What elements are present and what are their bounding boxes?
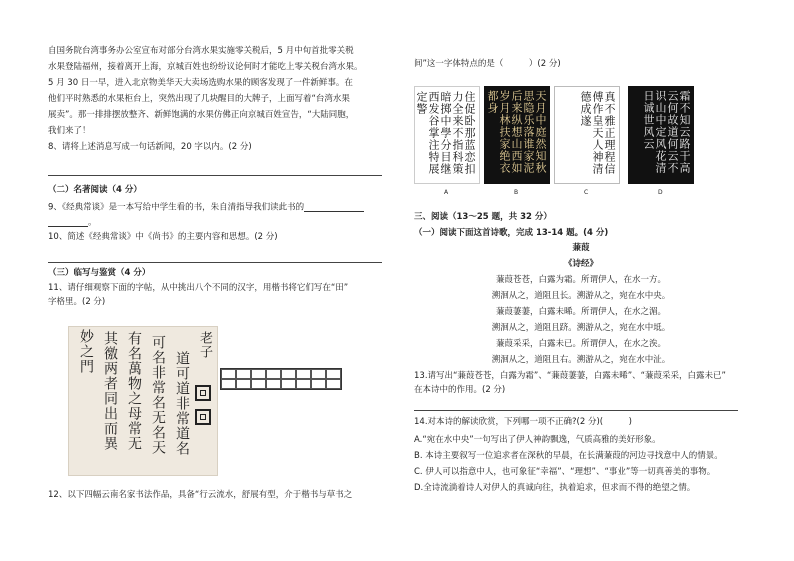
question-14: 14.对本诗的解读欣赏，下列哪一项不正确?(2 分)( ) <box>414 417 632 427</box>
poem-title: 蒹葭 <box>572 243 590 253</box>
seal-stamp <box>195 409 211 425</box>
tianzige-writing-grid[interactable] <box>220 368 342 390</box>
photo-col-4: 有名萬物之母常无 <box>126 331 142 451</box>
sample-c-image: 真不雅正理程信傅作皇天人神清德成遂 <box>554 86 620 184</box>
question-12: 12、以下四幅云南名家书法作品，具备“行云流水，舒展有型，介于楷书与草书之 <box>48 490 353 500</box>
question-9-blank-line[interactable]: 。 <box>48 218 97 227</box>
sample-a-image: 住促卧那蓝恋扣力全来不指科策暗掷中學分目继西发谷掌注特展定警 <box>414 86 480 184</box>
question-11-line-1: 11、请仔细观察下面的字帖，从中挑出八个不同的汉字，用楷书将它们写在“田” <box>48 283 349 293</box>
sample-b-image: 天月中庭然知秋思隐乐落谁家泥后来纵想山西如岁月林扶家绝衣都身 <box>484 86 550 184</box>
calligraphy-copybook-image <box>68 326 218 476</box>
photo-col-1: 老子 <box>197 331 212 359</box>
divider-1 <box>48 175 382 176</box>
reading-subsection-title: （一）阅读下面这首诗歌，完成 13-14 题。(4 分) <box>414 228 609 238</box>
poem-line: 蒹葭采采，白露未已。所谓伊人，在水之涘。 <box>495 339 666 349</box>
photo-col-3: 可名非常名无名天 <box>150 335 166 455</box>
sample-label-b: B <box>514 189 519 196</box>
question-12-continued: 间”这一字体特点的是（ ）(2 分) <box>414 59 561 69</box>
question-8: 8、请将上述消息写成一句话新闻，20 字以内。(2 分) <box>48 142 252 152</box>
option-d: D.全诗流淌着诗人对伊人的真诚向往，执着追求，但求而不得的绝望之情。 <box>414 483 696 493</box>
poem-line: 蒹葭萋萋，白露未晞。所谓伊人，在水之湄。 <box>495 307 666 317</box>
option-b: B. 本诗主要叙写一位追求者在深秋的早晨，在长满蒹葭的河边寻找意中人的情景。 <box>414 451 723 461</box>
option-a: A.“宛在水中央”一句写出了伊人神韵飘逸，气质高雅的美好形象。 <box>414 435 661 445</box>
poem-line: 蒹葭苍苍，白露为霜。所谓伊人，在水一方。 <box>495 275 666 285</box>
poem-line: 溯洄从之，道阻且跻。溯游从之，宛在水中坻。 <box>491 323 671 333</box>
question-9: 9、《经典常谈》是一本写给中学生看的书，朱自清指导我们读此书的 <box>48 203 364 212</box>
divider-2 <box>48 262 382 263</box>
poem-line: 溯洄从之，道阻且长。溯游从之，宛在水中央。 <box>491 291 671 301</box>
option-c: C. 伊人可以指意中人，也可象征“幸福”、“理想”、“事业”等一切真善美的事物。 <box>414 467 716 477</box>
photo-col-2: 道可道非常道名 <box>174 351 190 456</box>
answer-line[interactable] <box>414 410 738 411</box>
news-line-1: 自国务院台湾事务办公室宣布对部分台湾水果实施零关税后，5 月中旬首批零关税 <box>48 46 354 56</box>
poem-source: 《诗经》 <box>563 259 598 269</box>
reading-section-title: 三、阅读（13～25 题，共 32 分） <box>414 212 552 222</box>
section-2-title: （二）名著阅读（4 分） <box>48 185 142 195</box>
sample-label-d: D <box>658 189 663 196</box>
sample-label-c: C <box>584 189 589 196</box>
sample-label-a: A <box>444 189 449 196</box>
poem-line: 溯洄从之，道阻且右。溯游从之，宛在水中沚。 <box>491 355 671 365</box>
question-13-line-2: 在本诗中的作用。(2 分) <box>414 385 506 395</box>
news-line-4: 他们平时熟悉的水果柜台上，突然出现了几块醒目的大牌子，上面写着“台湾水果 <box>48 94 350 104</box>
section-3-title: （三）临写与鉴赏（4 分） <box>48 268 151 278</box>
question-10: 10、简述《经典常谈》中《尚书》的主要内容和思想。(2 分) <box>48 232 278 242</box>
news-line-3: 5 月 30 日一早，进入北京物美华天大卖场选购水果的顾客发现了一件新鲜事。在 <box>48 78 353 88</box>
sample-d-image: 霜不知云路干高云何故道何云不识山中定风花清日诚世风云 <box>628 86 694 184</box>
news-line-2: 水果登陆福州，接着离开上海，京城百姓也纷纷议论何时才能吃上零关税台湾水果。 <box>48 62 363 72</box>
question-13-line-1: 13.请写出“蒹葭苍苍，白露为霜”、“蒹葭萋萋，白露未晞”、“蒹葭采采，白露未已” <box>414 371 726 381</box>
photo-col-5: 其徼两者同出而異 <box>102 331 118 451</box>
seal-stamp <box>195 385 211 401</box>
photo-col-6: 妙之門 <box>78 329 94 374</box>
question-11-line-2: 字格里。(2 分) <box>48 297 106 307</box>
news-line-5: 展卖”。那一排排摆放整齐、新鲜饱满的水果仿佛正向京城百姓宣告，“大陆同胞， <box>48 110 355 120</box>
answer-blank[interactable] <box>304 203 364 212</box>
news-line-6: 我们来了！ <box>48 126 91 136</box>
